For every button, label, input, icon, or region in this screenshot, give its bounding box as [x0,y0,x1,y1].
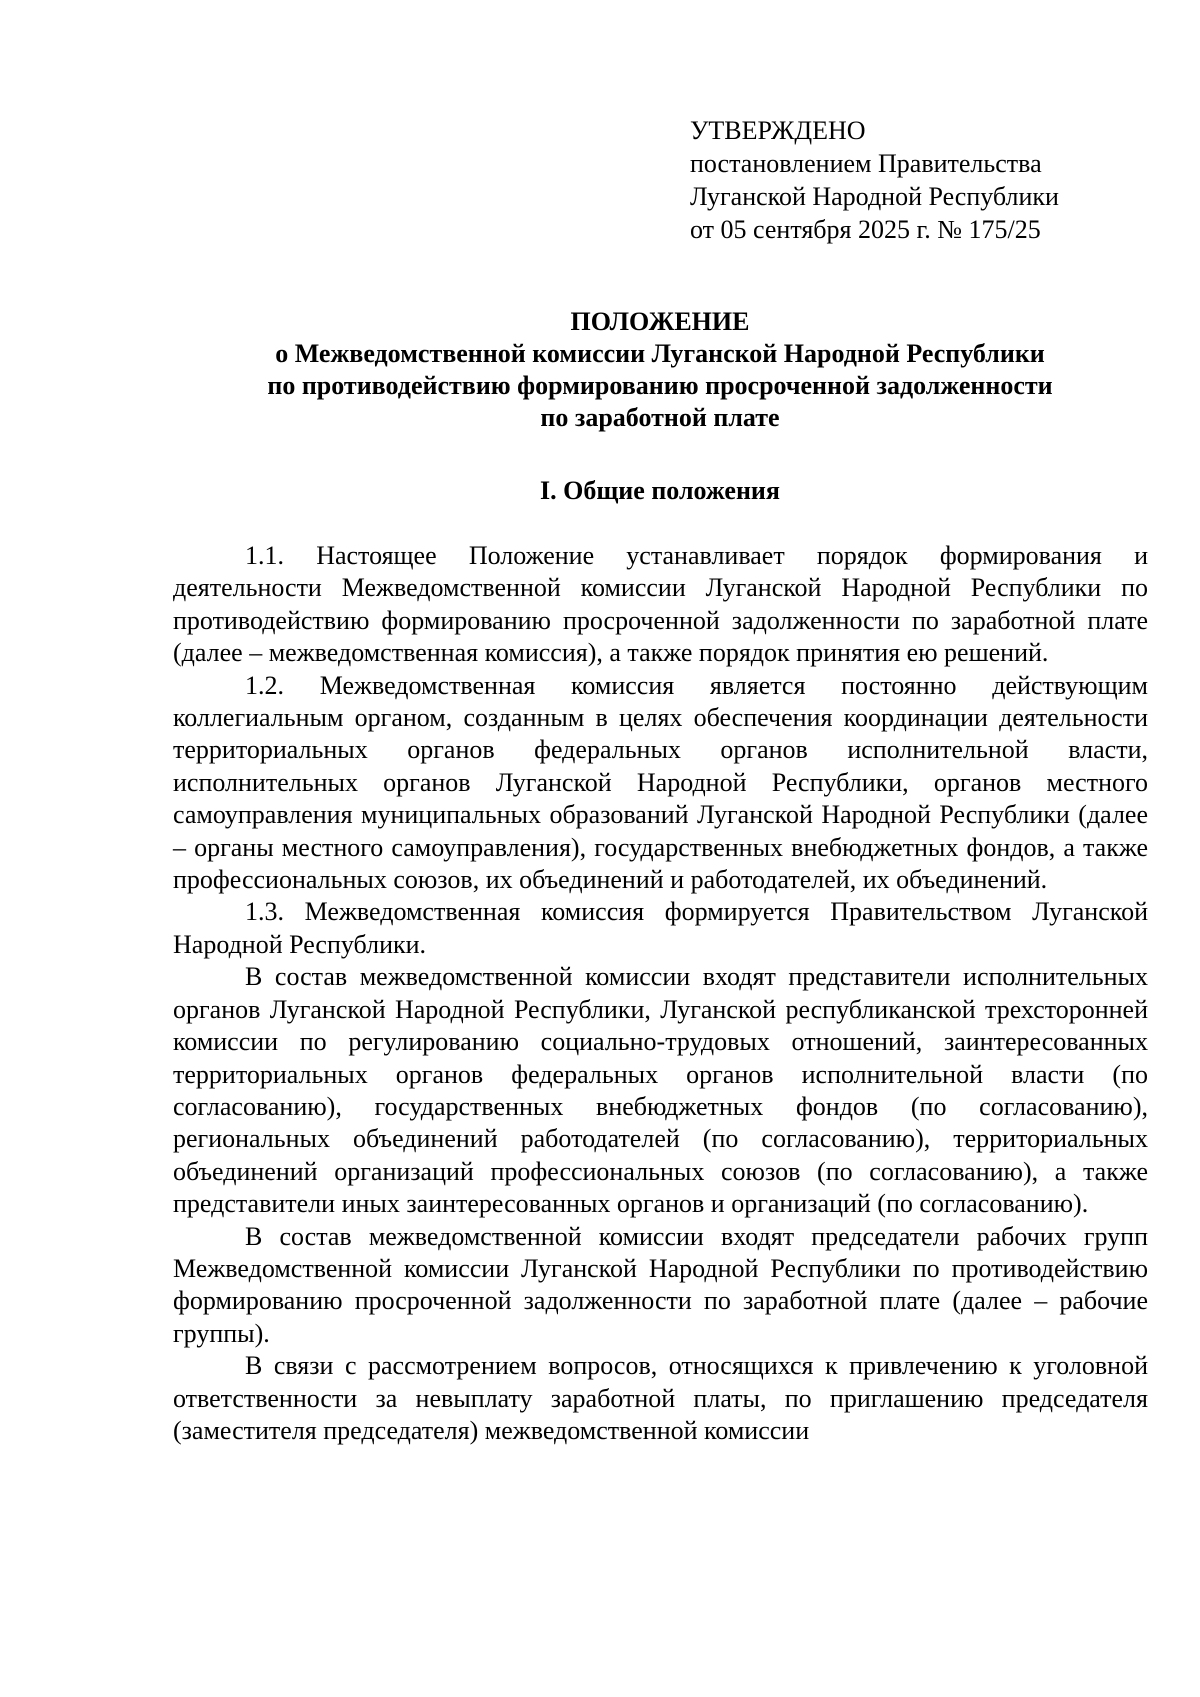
approval-government-line: Луганской Народной Республики [690,182,1059,211]
paragraph-criminal-liability: В связи с рассмотрением вопросов, относящихся к привлечению к уголовной ответственности за невыплату заработной платы, по приглашению председателя (заместителя председателя) межведомственной комиссии [173,1351,1148,1445]
paragraph-1-1: 1.1. Настоящее Положение устанавливает порядок формирования и деятельности Межведомственной комиссии Луганской Народной Республики по противодействию формированию просроченной задолженности по заработной плате (далее – межведомственная комиссия), а также порядок принятия ею решений. [173,541,1148,668]
section-heading: I. Общие положения [540,476,780,505]
document-title [170,306,1150,434]
document-title-line-4: по заработной плате [540,403,780,432]
paragraph-composition: В состав межведомственной комиссии входят представители исполнительных органов Луганской Народной Республики, Луганской республиканской трехсторонней комиссии по регулированию социально-трудовых отношений, заинтересованных территориальных органов федеральных органов исполнительной власти (по согласованию), государственных внебюджетных фондов (по согласованию), региональных объединений работодателей (по согласованию), территориальных объединений организаций профессиональных союзов (по согласованию), а также представители иных заинтересованных органов и организаций (по согласованию). [173,962,1148,1219]
approval-issuer-line: постановлением Правительства [690,149,1042,178]
approval-date-number: от 05 сентября 2025 г. № 175/25 [690,215,1041,244]
paragraph-1-2: 1.2. Межведомственная комиссия является постоянно действующим коллегиальным органом, созданным в целях обеспечения координации деятельности территориальных органов федеральных органов исполнительной власти, исполнительных органов Луганской Народной Республики, органов местного самоуправления муниципальных образований Луганской Народной Республики (далее – органы местного самоуправления), государственных внебюджетных фондов, а также профессиональных союзов, их объединений и работодателей, их объединений. [173,670,1148,895]
approval-title: УТВЕРЖДЕНО [690,116,866,145]
document-title-line-3: по противодействию формированию просроченной задолженности [267,371,1053,400]
paragraph-working-groups: В состав межведомственной комиссии входят председатели рабочих групп Межведомственной комиссии Луганской Народной Республики по противодействию формированию просроченной задолженности по заработной плате (далее – рабочие группы). [173,1221,1148,1348]
document-body [173,540,1148,1447]
approval-stamp [690,114,1059,246]
paragraph-1-3: 1.3. Межведомственная комиссия формируется Правительством Луганской Народной Республики. [173,897,1148,959]
document-title-main: ПОЛОЖЕНИЕ [570,307,750,336]
document-title-line-2: о Межведомственной комиссии Луганской Народной Республики [275,339,1045,368]
